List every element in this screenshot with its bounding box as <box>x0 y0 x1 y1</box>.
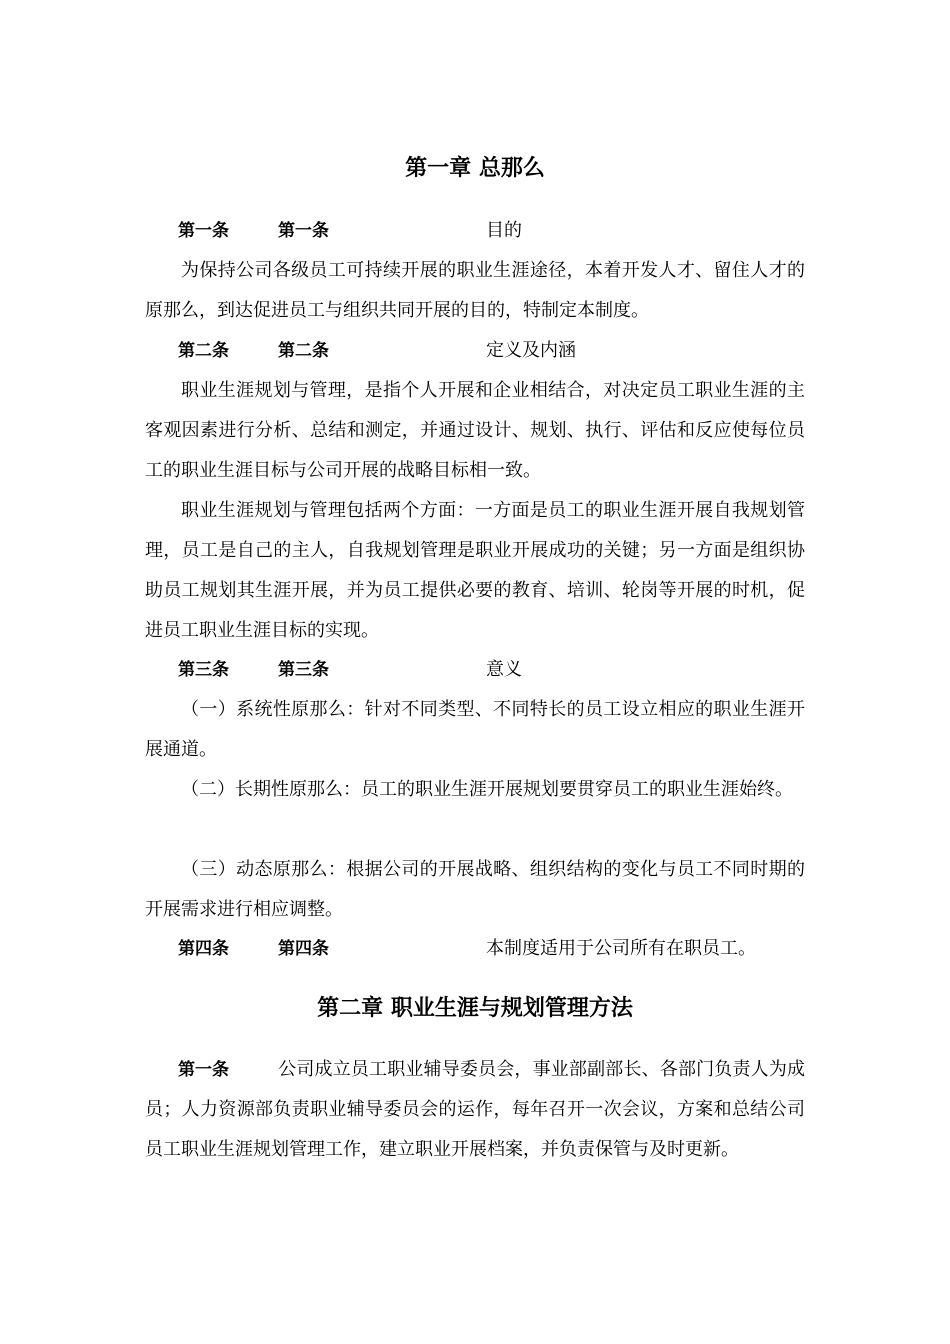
paragraph: （一）系统性原那么：针对不同类型、不同特长的员工设立相应的职业生涯开展通道。 <box>145 699 805 760</box>
article-text: 公司成立员工职业辅导委员会，事业部副部长、各部门负责人为成员；人力资源部负责职业辅导委员会的运作，每年召开一次会议，方案和总结公司员工职业生涯规划管理工作，建立职业开展档案，并负责保管与及时更新。 <box>145 1059 805 1160</box>
article-number: 第一条 <box>178 221 229 241</box>
paragraph: 职业生涯规划与管理包括两个方面：一方面是员工的职业生涯开展自我规划管理，员工是自己的主人，自我规划管理是职业开展成功的关键；另一方面是组织协助员工规划其生涯开展，并为员工提供必要的教育、培训、轮岗等开展的时机，促进员工职业生涯目标的实现。 <box>145 500 805 641</box>
article-4-heading <box>178 934 818 964</box>
article-number-duplicate: 第四条 <box>278 939 329 959</box>
article-subject: 目的 <box>486 220 522 241</box>
article-number: 第一条 <box>178 1060 229 1080</box>
article-2-heading <box>178 336 818 366</box>
article-number-duplicate: 第三条 <box>278 660 329 680</box>
paragraph: （二）长期性原那么：员工的职业生涯开展规划要贯穿员工的职业生涯始终。 <box>181 779 793 800</box>
article-subject: 本制度适用于公司所有在职员工。 <box>486 938 756 959</box>
article-subject: 定义及内涵 <box>486 340 576 361</box>
article-number-duplicate: 第二条 <box>278 341 329 361</box>
article-1-heading <box>178 216 818 246</box>
article-subject: 意义 <box>486 659 522 680</box>
article-3-heading <box>178 655 818 685</box>
chapter-2-title: 第二章 职业生涯与规划管理方法 <box>317 996 633 1021</box>
chapter-1-title: 第一章 总那么 <box>405 156 545 181</box>
paragraph: 职业生涯规划与管理，是指个人开展和企业相结合，对决定员工职业生涯的主客观因素进行分析、总结和测定，并通过设计、规划、执行、评估和反应使每位员工的职业生涯目标与公司开展的战略目标相一致。 <box>145 380 805 481</box>
article-number: 第二条 <box>178 341 229 361</box>
article-paragraph <box>145 1050 805 1170</box>
article-number-duplicate: 第一条 <box>278 221 329 241</box>
article-number: 第三条 <box>178 660 229 680</box>
paragraph: （三）动态原那么：根据公司的开展战略、组织结构的变化与员工不同时期的开展需求进行相应调整。 <box>145 859 805 920</box>
article-number: 第四条 <box>178 939 229 959</box>
paragraph: 为保持公司各级员工可持续开展的职业生涯途径，本着开发人才、留住人才的原那么，到达促进员工与组织共同开展的目的，特制定本制度。 <box>145 260 805 321</box>
